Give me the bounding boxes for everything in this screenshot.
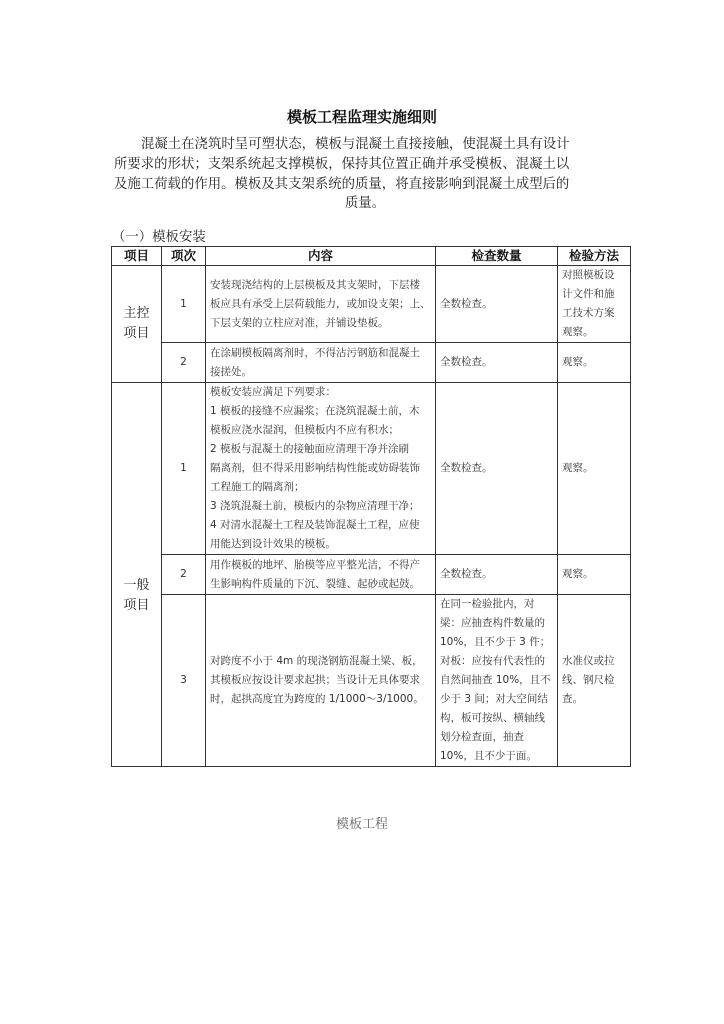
quantity-cell [436,383,558,555]
content-cell-line: 板应具有承受上层荷载能力，或加设支架；上、 [210,297,431,310]
content-cell-line: 其模板应按设计要求起拱；当设计无具体要求 [210,674,420,686]
content-cell-line: 在涂刷模板隔离剂时，不得沾污钢筋和混凝土 [210,346,420,359]
quantity-cell-line: 梁：应抽查构件数量的 [440,617,545,629]
group-name-cell-line: 项目 [123,326,150,341]
row-index: 2 [162,343,206,383]
method-cell-line: 查。 [562,693,583,705]
method-cell [558,266,631,343]
header-content: 内容 [206,247,436,266]
group-name-cell [112,266,162,383]
content-cell [206,595,436,767]
intro-paragraph [114,135,616,214]
content-cell [206,266,436,343]
content-cell-line: 隔离剂，但不得采用影响结构性能或妨碍装饰 [210,462,420,474]
header-quantity: 检查数量 [436,247,558,266]
quantity-cell-line: 少于 3 间；对大空间结 [440,693,548,705]
quantity-cell-line: 10%，且不少于 3 件； [440,636,551,648]
quantity-cell [436,343,558,383]
method-cell [558,555,631,595]
content-cell-line: 下层支架的立柱应对准，并铺设垫板。 [210,316,389,329]
content-cell-line: 接搓处。 [210,365,252,378]
quantity-cell-line: 构，板可按纵、横轴线 [440,712,545,724]
inspection-table [111,246,631,767]
section-heading: （一）模板安装 [112,230,206,245]
group-name-cell-line: 一般 [123,578,150,593]
quantity-cell-line: 自然间抽查 10%，且不 [440,674,551,686]
table-row [112,266,631,343]
method-cell-line: 线、钢尺检 [562,674,615,686]
group-name-cell-line: 项目 [123,598,150,613]
method-cell-line: 观察。 [562,326,594,338]
content-cell [206,555,436,595]
content-cell-line: 3 浇筑混凝土前，模板内的杂物应清理干净； [210,500,420,512]
quantity-cell-line: 划分检查面，抽查 [440,731,524,743]
method-cell-line: 水准仪或拉 [562,655,615,667]
group-name-cell-line: 主控 [123,306,150,321]
quantity-cell [436,555,558,595]
row-index: 1 [162,383,206,555]
page-footer: 模板工程 [335,817,388,832]
quantity-cell [436,266,558,343]
quantity-cell-line: 全数检查。 [440,462,493,474]
quantity-cell-line: 全数检查。 [440,356,493,368]
content-cell [206,383,436,555]
content-cell-line: 对跨度不小于 4m 的现浇钢筋混凝土梁、板， [210,655,423,667]
quantity-cell-line: 全数检查。 [440,297,493,310]
header-item: 项目 [112,247,162,266]
header-method: 检验方法 [558,247,631,266]
quantity-cell-line: 全数检查。 [440,568,493,580]
quantity-cell-line: 对板：应按有代表性的 [440,655,545,667]
method-cell [558,343,631,383]
content-cell-line: 工程施工的隔离剂； [210,481,305,493]
intro-line: 所要求的形状；支架系统起支撑模板，保持其位置正确并承受模板、混凝土以 [114,156,570,172]
content-cell-line: 模板安装应满足下列要求： [210,386,336,398]
method-cell-line: 计文件和施 [562,288,615,300]
content-cell-line: 生影响构件质量的下沉、裂缝、起砂或起鼓。 [210,577,420,590]
intro-line: 及施工荷载的作用。模板及其支架系统的质量，将直接影响到混凝土成型后的 [114,176,570,192]
table-row [112,383,631,555]
content-cell-line: 2 模板与混凝土的接触面应清理干净并涂刷 [210,443,410,455]
content-cell-line: 4 对清水混凝土工程及装饰混凝土工程，应使 [210,519,420,531]
table-row [112,555,631,595]
content-cell-line: 安装现浇结构的上层模板及其支架时，下层楼 [210,278,420,291]
method-cell-line: 观察。 [562,568,594,580]
row-index: 3 [162,595,206,767]
method-cell-line: 观察。 [562,356,594,368]
intro-line: 混凝土在浇筑时呈可塑状态，模板与混凝土直接接触，使混凝土具有设计 [141,137,570,152]
intro-line: 质量。 [344,196,386,212]
content-cell [206,343,436,383]
quantity-cell-line: 在同一检验批内，对 [440,598,535,610]
content-cell-line: 用作模板的地坪、胎模等应平整光洁，不得产 [210,558,420,571]
document-title: 模板工程监理实施细则 [286,108,437,126]
method-cell [558,383,631,555]
content-cell-line: 模板应浇水湿润，但模板内不应有积水； [210,424,399,436]
row-index: 1 [162,266,206,343]
method-cell-line: 观察。 [562,462,594,474]
content-cell-line: 1 模板的接缝不应漏浆；在浇筑混凝土前，木 [210,405,420,417]
row-index: 2 [162,555,206,595]
header-index: 项次 [162,247,206,266]
quantity-cell-line: 10%，且不少于面。 [440,750,537,762]
group-name-cell [112,383,162,767]
quantity-cell [436,595,558,767]
table-row [112,343,631,383]
table-header-row [112,247,631,266]
content-cell-line: 用能达到设计效果的模板。 [210,538,336,550]
method-cell [558,595,631,767]
content-cell-line: 时，起拱高度宜为跨度的 1/1000～3/1000。 [210,693,424,705]
method-cell-line: 工技术方案 [562,307,615,319]
table-row [112,595,631,767]
method-cell-line: 对照模板设 [562,269,615,281]
